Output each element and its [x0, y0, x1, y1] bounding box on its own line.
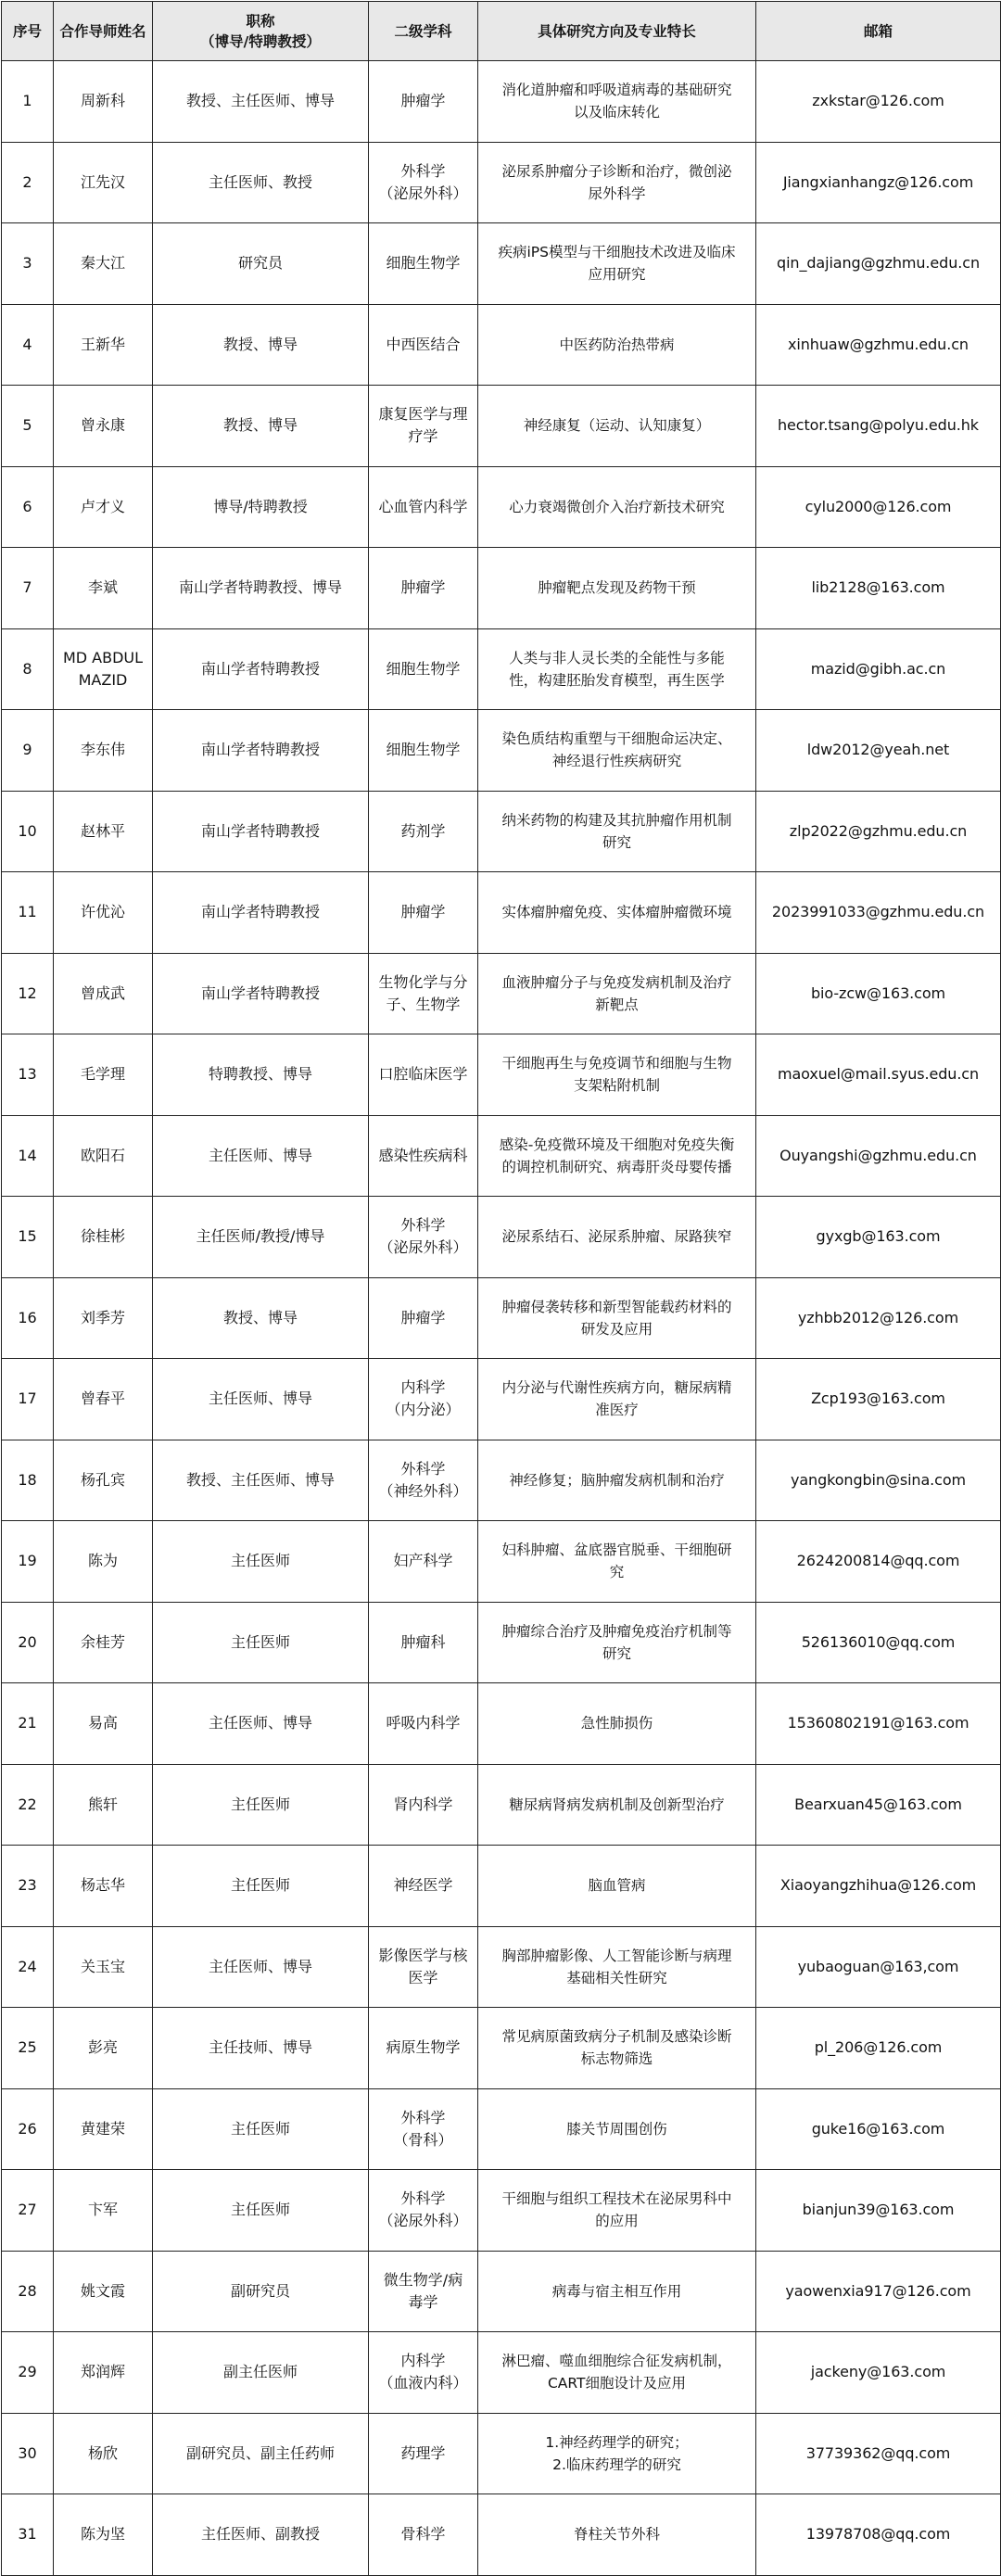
cell-name: 刘季芳 — [54, 1277, 153, 1359]
cell-direction: 糖尿病肾病发病机制及创新型治疗 — [478, 1764, 756, 1846]
cell-name: 周新科 — [54, 61, 153, 143]
cell-subject: 病原生物学 — [369, 2008, 478, 2089]
cell-direction: 干细胞与组织工程技术在泌尿男科中 的应用 — [478, 2170, 756, 2252]
cell-subject: 心血管内科学 — [369, 466, 478, 548]
cell-direction: 淋巴瘤、噬血细胞综合征发病机制， CART细胞设计及应用 — [478, 2332, 756, 2414]
cell-title: 副研究员、副主任药师 — [153, 2413, 369, 2494]
cell-title: 主任医师、博导 — [153, 1115, 369, 1197]
cell-direction: 疾病iPS模型与干细胞技术改进及临床 应用研究 — [478, 223, 756, 305]
cell-email: mazid@gibh.ac.cn — [756, 628, 1001, 710]
cell-title: 特聘教授、博导 — [153, 1034, 369, 1116]
table-row — [2, 1926, 1001, 2008]
cell-email: bio-zcw@163.com — [756, 953, 1001, 1034]
header-email: 邮箱 — [756, 2, 1001, 61]
table-row — [2, 1440, 1001, 1521]
cell-name: 欧阳石 — [54, 1115, 153, 1197]
cell-email: 15360802191@163.com — [756, 1683, 1001, 1765]
cell-no: 31 — [2, 2494, 54, 2576]
cell-no: 16 — [2, 1277, 54, 1359]
cell-email: lib2128@163.com — [756, 548, 1001, 629]
cell-title: 主任医师/教授/博导 — [153, 1197, 369, 1278]
table-row — [2, 1034, 1001, 1116]
cell-email: Bearxuan45@163.com — [756, 1764, 1001, 1846]
table-row — [2, 1683, 1001, 1765]
cell-subject: 中西医结合 — [369, 304, 478, 386]
cell-name: 陈为坚 — [54, 2494, 153, 2576]
cell-title: 教授、博导 — [153, 386, 369, 467]
cell-direction: 急性肺损伤 — [478, 1683, 756, 1765]
cell-title: 南山学者特聘教授 — [153, 872, 369, 954]
cell-direction: 染色质结构重塑与干细胞命运决定、 神经退行性疾病研究 — [478, 710, 756, 792]
cell-name: 王新华 — [54, 304, 153, 386]
table-row — [2, 1602, 1001, 1683]
cell-no: 8 — [2, 628, 54, 710]
cell-name: 曾永康 — [54, 386, 153, 467]
cell-title: 博导/特聘教授 — [153, 466, 369, 548]
table-row — [2, 2251, 1001, 2332]
cell-name: 曾成武 — [54, 953, 153, 1034]
cell-title: 主任医师、副教授 — [153, 2494, 369, 2576]
cell-no: 26 — [2, 2088, 54, 2170]
cell-title: 主任医师 — [153, 1764, 369, 1846]
table-row — [2, 710, 1001, 792]
cell-name: 赵林平 — [54, 791, 153, 872]
cell-email: zlp2022@gzhmu.edu.cn — [756, 791, 1001, 872]
table-row — [2, 2332, 1001, 2414]
cell-no: 17 — [2, 1359, 54, 1440]
cell-name: 江先汉 — [54, 142, 153, 223]
cell-email: 2624200814@qq.com — [756, 1521, 1001, 1603]
cell-email: hector.tsang@polyu.edu.hk — [756, 386, 1001, 467]
cell-title: 主任医师、博导 — [153, 1359, 369, 1440]
cell-subject: 细胞生物学 — [369, 710, 478, 792]
cell-title: 主任医师 — [153, 2170, 369, 2252]
header-title: 职称 （博导/特聘教授） — [153, 2, 369, 61]
cell-direction: 神经康复（运动、认知康复） — [478, 386, 756, 467]
header-subject: 二级学科 — [369, 2, 478, 61]
cell-subject: 细胞生物学 — [369, 628, 478, 710]
cell-no: 30 — [2, 2413, 54, 2494]
table-row — [2, 1197, 1001, 1278]
cell-title: 南山学者特聘教授、博导 — [153, 548, 369, 629]
cell-name: 徐桂彬 — [54, 1197, 153, 1278]
cell-email: 13978708@qq.com — [756, 2494, 1001, 2576]
cell-no: 20 — [2, 1602, 54, 1683]
cell-subject: 外科学 （神经外科） — [369, 1440, 478, 1521]
cell-email: yubaoguan@163,com — [756, 1926, 1001, 2008]
cell-email: Jiangxianhangz@126.com — [756, 142, 1001, 223]
cell-subject: 感染性疾病科 — [369, 1115, 478, 1197]
cell-subject: 肿瘤学 — [369, 548, 478, 629]
cell-title: 副研究员 — [153, 2251, 369, 2332]
cell-subject: 外科学 （泌尿外科） — [369, 142, 478, 223]
cell-name: 杨欣 — [54, 2413, 153, 2494]
cell-name: 杨志华 — [54, 1846, 153, 1927]
cell-subject: 肿瘤科 — [369, 1602, 478, 1683]
cell-no: 14 — [2, 1115, 54, 1197]
cell-direction: 脊柱关节外科 — [478, 2494, 756, 2576]
cell-direction: 肿瘤综合治疗及肿瘤免疫治疗机制等 研究 — [478, 1602, 756, 1683]
table-row — [2, 953, 1001, 1034]
cell-email: qin_dajiang@gzhmu.edu.cn — [756, 223, 1001, 305]
cell-title: 教授、博导 — [153, 1277, 369, 1359]
cell-subject: 骨科学 — [369, 2494, 478, 2576]
table-row — [2, 304, 1001, 386]
cell-title: 副主任医师 — [153, 2332, 369, 2414]
cell-name: 曾春平 — [54, 1359, 153, 1440]
supervisor-table — [1, 1, 1001, 2576]
table-row — [2, 872, 1001, 954]
cell-subject: 内科学 （内分泌） — [369, 1359, 478, 1440]
table-row — [2, 142, 1001, 223]
header-row — [2, 2, 1001, 61]
cell-direction: 血液肿瘤分子与免疫发病机制及治疗 新靶点 — [478, 953, 756, 1034]
cell-no: 9 — [2, 710, 54, 792]
cell-no: 6 — [2, 466, 54, 548]
cell-no: 1 — [2, 61, 54, 143]
table-row — [2, 2494, 1001, 2576]
table-row — [2, 61, 1001, 143]
cell-email: xinhuaw@gzhmu.edu.cn — [756, 304, 1001, 386]
cell-email: yaowenxia917@126.com — [756, 2251, 1001, 2332]
cell-title: 主任医师、教授 — [153, 142, 369, 223]
cell-title: 主任医师、博导 — [153, 1926, 369, 2008]
cell-subject: 呼吸内科学 — [369, 1683, 478, 1765]
cell-name: 郑润辉 — [54, 2332, 153, 2414]
cell-no: 13 — [2, 1034, 54, 1116]
cell-no: 15 — [2, 1197, 54, 1278]
cell-email: cylu2000@126.com — [756, 466, 1001, 548]
cell-name: 秦大江 — [54, 223, 153, 305]
cell-subject: 外科学 （泌尿外科） — [369, 1197, 478, 1278]
cell-direction: 肿瘤靶点发现及药物干预 — [478, 548, 756, 629]
cell-no: 7 — [2, 548, 54, 629]
cell-direction: 脑血管病 — [478, 1846, 756, 1927]
cell-subject: 肿瘤学 — [369, 1277, 478, 1359]
cell-subject: 康复医学与理 疗学 — [369, 386, 478, 467]
cell-direction: 中医药防治热带病 — [478, 304, 756, 386]
table-body — [2, 61, 1001, 2576]
cell-subject: 药理学 — [369, 2413, 478, 2494]
table-row — [2, 1764, 1001, 1846]
cell-email: gyxgb@163.com — [756, 1197, 1001, 1278]
cell-direction: 病毒与宿主相互作用 — [478, 2251, 756, 2332]
table-row — [2, 2008, 1001, 2089]
cell-title: 主任医师 — [153, 1602, 369, 1683]
cell-title: 主任医师、博导 — [153, 1683, 369, 1765]
cell-title: 主任医师 — [153, 2088, 369, 2170]
cell-subject: 口腔临床医学 — [369, 1034, 478, 1116]
cell-subject: 生物化学与分 子、生物学 — [369, 953, 478, 1034]
table-row — [2, 386, 1001, 467]
cell-title: 教授、主任医师、博导 — [153, 1440, 369, 1521]
cell-name: 黄建荣 — [54, 2088, 153, 2170]
cell-name: 彭亮 — [54, 2008, 153, 2089]
cell-subject: 内科学 （血液内科） — [369, 2332, 478, 2414]
cell-direction: 妇科肿瘤、盆底器官脱垂、干细胞研 究 — [478, 1521, 756, 1603]
cell-direction: 人类与非人灵长类的全能性与多能 性，构建胚胎发育模型，再生医学 — [478, 628, 756, 710]
cell-no: 21 — [2, 1683, 54, 1765]
cell-direction: 泌尿系肿瘤分子诊断和治疗，微创泌 尿外科学 — [478, 142, 756, 223]
cell-direction: 神经修复；脑肿瘤发病机制和治疗 — [478, 1440, 756, 1521]
table-row — [2, 1521, 1001, 1603]
table-row — [2, 548, 1001, 629]
cell-title: 南山学者特聘教授 — [153, 628, 369, 710]
cell-name: 卢才义 — [54, 466, 153, 548]
cell-direction: 内分泌与代谢性疾病方向，糖尿病精 准医疗 — [478, 1359, 756, 1440]
cell-no: 18 — [2, 1440, 54, 1521]
cell-direction: 干细胞再生与免疫调节和细胞与生物 支架粘附机制 — [478, 1034, 756, 1116]
cell-direction: 泌尿系结石、泌尿系肿瘤、尿路狭窄 — [478, 1197, 756, 1278]
cell-email: pl_206@126.com — [756, 2008, 1001, 2089]
cell-email: ldw2012@yeah.net — [756, 710, 1001, 792]
cell-direction: 心力衰竭微创介入治疗新技术研究 — [478, 466, 756, 548]
cell-no: 29 — [2, 2332, 54, 2414]
cell-direction: 1.神经药理学的研究； 2.临床药理学的研究 — [478, 2413, 756, 2494]
cell-name: 李东伟 — [54, 710, 153, 792]
cell-no: 2 — [2, 142, 54, 223]
cell-no: 4 — [2, 304, 54, 386]
cell-direction: 膝关节周围创伤 — [478, 2088, 756, 2170]
cell-name: 余桂芳 — [54, 1602, 153, 1683]
cell-email: Ouyangshi@gzhmu.edu.cn — [756, 1115, 1001, 1197]
cell-direction: 肿瘤侵袭转移和新型智能载药材料的 研发及应用 — [478, 1277, 756, 1359]
cell-subject: 神经医学 — [369, 1846, 478, 1927]
cell-subject: 药剂学 — [369, 791, 478, 872]
cell-title: 主任医师 — [153, 1846, 369, 1927]
cell-subject: 细胞生物学 — [369, 223, 478, 305]
header-direction: 具体研究方向及专业特长 — [478, 2, 756, 61]
cell-direction: 实体瘤肿瘤免疫、实体瘤肿瘤微环境 — [478, 872, 756, 954]
cell-email: Zcp193@163.com — [756, 1359, 1001, 1440]
cell-name: 许优沁 — [54, 872, 153, 954]
cell-name: 毛学理 — [54, 1034, 153, 1116]
cell-direction: 纳米药物的构建及其抗肿瘤作用机制 研究 — [478, 791, 756, 872]
cell-subject: 影像医学与核 医学 — [369, 1926, 478, 2008]
cell-subject: 外科学 （泌尿外科） — [369, 2170, 478, 2252]
cell-subject: 肾内科学 — [369, 1764, 478, 1846]
cell-subject: 肿瘤学 — [369, 872, 478, 954]
table-row — [2, 2088, 1001, 2170]
cell-subject: 外科学 （骨科） — [369, 2088, 478, 2170]
cell-name: 熊轩 — [54, 1764, 153, 1846]
cell-no: 5 — [2, 386, 54, 467]
table-row — [2, 1277, 1001, 1359]
cell-name: 李斌 — [54, 548, 153, 629]
table-row — [2, 1359, 1001, 1440]
cell-email: 2023991033@gzhmu.edu.cn — [756, 872, 1001, 954]
cell-title: 南山学者特聘教授 — [153, 953, 369, 1034]
cell-subject: 妇产科学 — [369, 1521, 478, 1603]
cell-name: MD ABDUL MAZID — [54, 628, 153, 710]
cell-name: 关玉宝 — [54, 1926, 153, 2008]
table-row — [2, 2170, 1001, 2252]
cell-title: 南山学者特聘教授 — [153, 791, 369, 872]
cell-email: zxkstar@126.com — [756, 61, 1001, 143]
table-row — [2, 2413, 1001, 2494]
table-row — [2, 466, 1001, 548]
cell-subject: 肿瘤学 — [369, 61, 478, 143]
cell-email: Xiaoyangzhihua@126.com — [756, 1846, 1001, 1927]
cell-no: 11 — [2, 872, 54, 954]
cell-email: yangkongbin@sina.com — [756, 1440, 1001, 1521]
table-row — [2, 628, 1001, 710]
cell-name: 陈为 — [54, 1521, 153, 1603]
cell-name: 杨孔宾 — [54, 1440, 153, 1521]
cell-email: yzhbb2012@126.com — [756, 1277, 1001, 1359]
table-row — [2, 1846, 1001, 1927]
cell-subject: 微生物学/病 毒学 — [369, 2251, 478, 2332]
cell-title: 主任技师、博导 — [153, 2008, 369, 2089]
cell-no: 23 — [2, 1846, 54, 1927]
cell-email: guke16@163.com — [756, 2088, 1001, 2170]
cell-email: maoxuel@mail.syus.edu.cn — [756, 1034, 1001, 1116]
cell-no: 10 — [2, 791, 54, 872]
cell-no: 3 — [2, 223, 54, 305]
cell-direction: 常见病原菌致病分子机制及感染诊断 标志物筛选 — [478, 2008, 756, 2089]
cell-title: 教授、主任医师、博导 — [153, 61, 369, 143]
cell-title: 教授、博导 — [153, 304, 369, 386]
cell-email: 526136010@qq.com — [756, 1602, 1001, 1683]
cell-direction: 消化道肿瘤和呼吸道病毒的基础研究 以及临床转化 — [478, 61, 756, 143]
cell-no: 12 — [2, 953, 54, 1034]
header-no: 序号 — [2, 2, 54, 61]
cell-title: 研究员 — [153, 223, 369, 305]
cell-direction: 感染-免疫微环境及干细胞对免疫失衡 的调控机制研究、病毒肝炎母婴传播 — [478, 1115, 756, 1197]
cell-no: 24 — [2, 1926, 54, 2008]
cell-no: 19 — [2, 1521, 54, 1603]
cell-name: 卞军 — [54, 2170, 153, 2252]
cell-no: 28 — [2, 2251, 54, 2332]
cell-email: jackeny@163.com — [756, 2332, 1001, 2414]
table-row — [2, 223, 1001, 305]
cell-direction: 胸部肿瘤影像、人工智能诊断与病理 基础相关性研究 — [478, 1926, 756, 2008]
cell-no: 25 — [2, 2008, 54, 2089]
header-name: 合作导师姓名 — [54, 2, 153, 61]
cell-title: 南山学者特聘教授 — [153, 710, 369, 792]
cell-email: bianjun39@163.com — [756, 2170, 1001, 2252]
cell-name: 姚文霞 — [54, 2251, 153, 2332]
cell-title: 主任医师 — [153, 1521, 369, 1603]
cell-no: 27 — [2, 2170, 54, 2252]
cell-no: 22 — [2, 1764, 54, 1846]
cell-email: 37739362@qq.com — [756, 2413, 1001, 2494]
cell-name: 易高 — [54, 1683, 153, 1765]
table-row — [2, 791, 1001, 872]
table-row — [2, 1115, 1001, 1197]
